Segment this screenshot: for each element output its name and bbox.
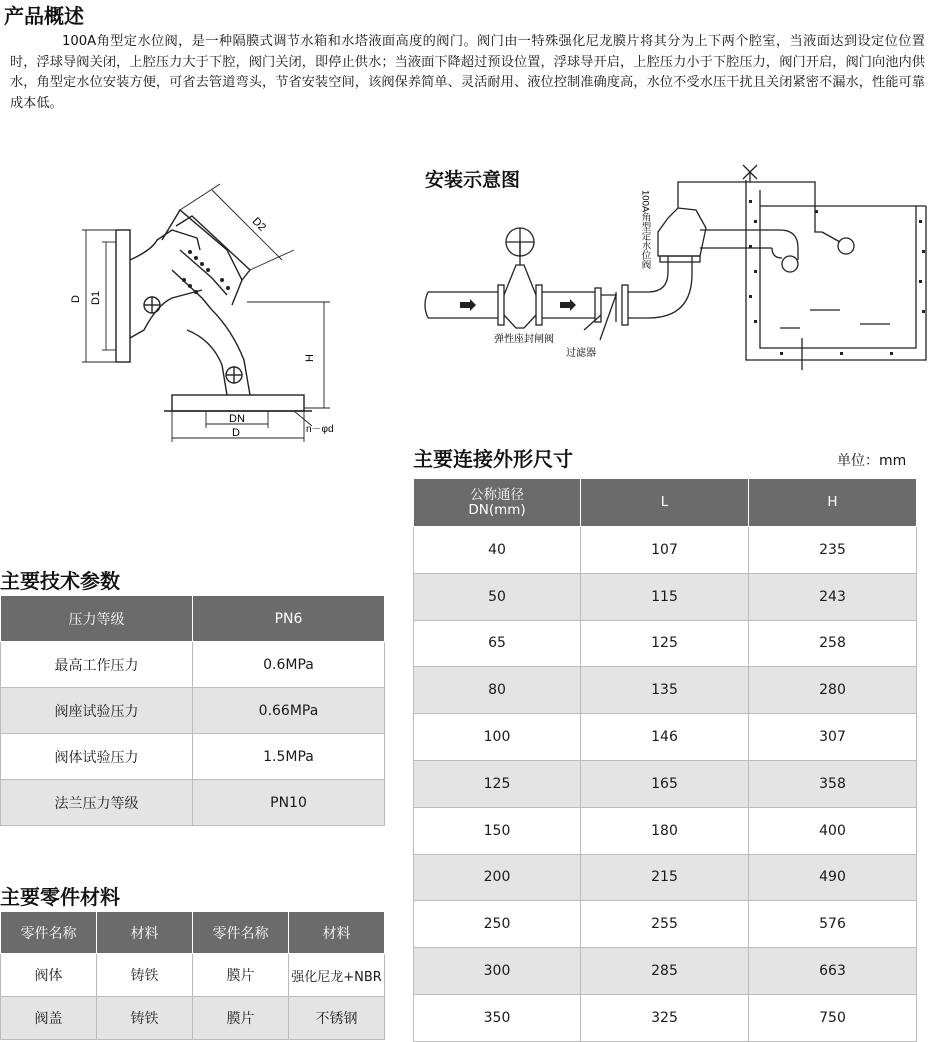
cell-l: 125 [581,620,749,667]
param-value: 0.6MPa [193,642,385,688]
dimensions-title: 主要连接外形尺寸 [413,447,573,471]
part-name: 膜片 [193,954,289,997]
cell-l: 325 [581,994,749,1041]
table-row [414,760,917,807]
cell-dn: 80 [414,667,581,714]
table-header-cell: PN6 [193,596,385,642]
header-dn-line1: 公称通径 [470,486,524,503]
dim-label-dn: DN [229,413,245,425]
cell-l: 165 [581,760,749,807]
cell-l: 215 [581,854,749,901]
table-header-h: H [749,479,917,527]
cell-l: 135 [581,667,749,714]
part-name: 阀盖 [1,997,97,1040]
table-row [414,854,917,901]
table-row [414,620,917,667]
part-material: 铸铁 [97,997,193,1040]
param-value: 0.66MPa [193,688,385,734]
cell-l: 107 [581,527,749,574]
table-row [1,688,385,734]
part-material: 强化尼龙+NBR [289,954,385,997]
part-name: 阀体 [1,954,97,997]
cell-dn: 100 [414,714,581,761]
param-value: 1.5MPa [193,734,385,780]
table-header-l: L [581,479,749,527]
cell-dn: 125 [414,760,581,807]
cell-h: 280 [749,667,917,714]
table-row [1,780,385,826]
installation-diagram [420,160,930,375]
table-row [414,573,917,620]
table-row [414,714,917,761]
table-header-row [414,479,917,527]
install-valve-label: 100A角型定水位阀 [639,190,651,270]
cell-dn: 250 [414,901,581,948]
part-material: 不锈钢 [289,997,385,1040]
table-row [1,642,385,688]
cell-h: 400 [749,807,917,854]
overview-paragraph: 100A角型定水位阀，是一种隔膜式调节水箱和水塔液面高度的阀门。阀门由一特殊强化尼龙膜片将其分为上下两个腔室，当液面达到设定位位置时，浮球导阀关闭，上腔压力大于下腔，阀门关闭，即停止供水；当液面下降超过预设位置，浮球导开启，上腔压力小于下腔压力，阀门开启，阀门向池内供水，角型定水位安装方便，可省去管道弯头，节省安装空间，该阀保养简单、灵活耐用、液位控制准确度高，水位不受水压干扰且关闭紧密不漏水，性能可靠成本低。 [10,34,925,111]
dim-label-d: D [70,295,82,303]
dim-label-h: H [304,354,316,362]
cell-dn: 350 [414,994,581,1041]
cell-dn: 40 [414,527,581,574]
cell-h: 750 [749,994,917,1041]
table-row [1,997,385,1040]
dim-label-bolt: n－φd [306,424,334,435]
cell-dn: 150 [414,807,581,854]
table-header-cell: 零件名称 [193,912,289,954]
dimensions-table [413,478,917,1042]
table-header-cell: 材料 [97,912,193,954]
tech-params-table [0,595,385,826]
table-row [1,954,385,997]
dim-label-d2: D2 [249,215,269,234]
install-title: 安装示意图 [425,169,521,191]
param-value: PN10 [193,780,385,826]
dimensions-body [414,527,917,1042]
cell-l: 146 [581,714,749,761]
cell-h: 235 [749,527,917,574]
table-header-cell: 压力等级 [1,596,193,642]
header-dn-line2: DN(mm) [468,501,526,518]
table-row [414,994,917,1041]
materials-title: 主要零件材料 [0,885,120,909]
table-header-row [1,912,385,954]
table-header-dn [414,479,581,527]
part-name: 膜片 [193,997,289,1040]
cell-h: 663 [749,948,917,995]
cell-dn: 65 [414,620,581,667]
cell-h: 258 [749,620,917,667]
table-header-row [1,596,385,642]
cell-h: 243 [749,573,917,620]
overview-title: 产品概述 [4,4,84,28]
part-material: 铸铁 [97,954,193,997]
table-row [1,734,385,780]
cell-h: 307 [749,714,917,761]
cell-dn: 50 [414,573,581,620]
table-row [414,667,917,714]
cell-h: 358 [749,760,917,807]
param-name: 阀体试验压力 [1,734,193,780]
valve-section-drawing [72,180,352,450]
table-row [414,948,917,995]
param-name: 法兰压力等级 [1,780,193,826]
materials-table [0,911,385,1040]
tech-params-title: 主要技术参数 [0,569,120,593]
cell-h: 576 [749,901,917,948]
install-gate-label: 弹性座封闸阀 [494,334,554,345]
cell-l: 115 [581,573,749,620]
table-header-cell: 零件名称 [1,912,97,954]
cell-l: 285 [581,948,749,995]
table-row [414,527,917,574]
table-header-cell: 材料 [289,912,385,954]
cell-l: 180 [581,807,749,854]
param-name: 阀座试验压力 [1,688,193,734]
cell-l: 255 [581,901,749,948]
table-row [414,807,917,854]
param-name: 最高工作压力 [1,642,193,688]
cell-dn: 300 [414,948,581,995]
dimensions-unit: 单位：mm [837,453,907,469]
dim-label-d1: D1 [90,290,102,305]
dim-label-d-bottom: D [232,427,240,439]
install-filter-label: 过滤器 [566,348,596,359]
table-row [414,901,917,948]
cell-h: 490 [749,854,917,901]
cell-dn: 200 [414,854,581,901]
